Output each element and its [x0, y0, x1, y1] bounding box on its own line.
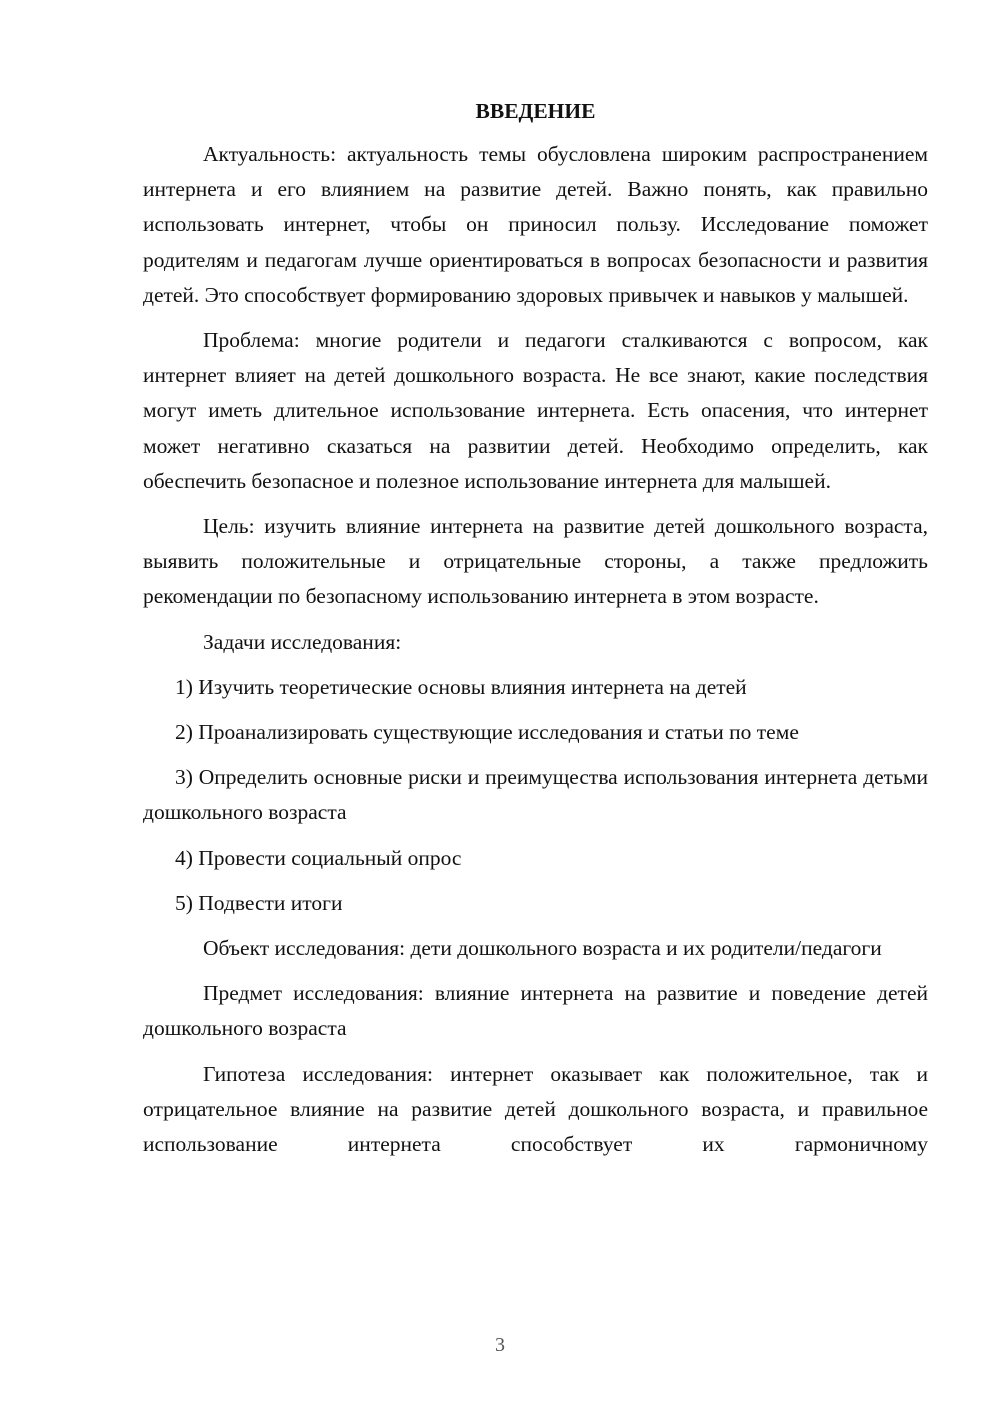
task-item-4: 4) Провести социальный опрос — [175, 845, 462, 870]
section-heading: ВВЕДЕНИЕ — [475, 99, 596, 123]
page-body — [143, 95, 928, 1172]
paragraph-goal: Цель: изучить влияние интернета на развитие детей дошкольного возраста, выявить положительные и отрицательные стороны, а также предложить рекомендации по безопасному использованию интернета в этом возрасте. — [143, 514, 928, 609]
task-item-3: 3) Определить основные риски и преимущества использования интернета детьми дошкольного возраста — [143, 765, 928, 825]
paragraph-tasks-heading: Задачи исследования: — [203, 629, 402, 654]
task-item-1: 1) Изучить теоретические основы влияния интернета на детей — [175, 674, 747, 699]
task-item-2: 2) Проанализировать существующие исследования и статьи по теме — [175, 720, 799, 745]
paragraph-subject: Предмет исследования: влияние интернета на развитие и поведение детей дошкольного возраста — [143, 981, 928, 1041]
task-item-5: 5) Подвести итоги — [175, 890, 343, 915]
paragraph-object: Объект исследования: дети дошкольного возраста и их родители/педагоги — [203, 936, 882, 961]
paragraph-relevance: Актуальность: актуальность темы обусловлена широким распространением интернета и его влиянием на развитие детей. Важно понять, как правильно использовать интернет, чтобы он приносил пользу. Исследование поможет родителям и педагогам лучше ориентироваться в вопросах безопасности и развития детей. Это способствует формированию здоровых привычек и навыков у малышей. — [143, 142, 928, 307]
page-number: 3 — [495, 1334, 505, 1356]
paragraph-problem: Проблема: многие родители и педагоги сталкиваются с вопросом, как интернет влияет на детей дошкольного возраста. Не все знают, какие последствия могут иметь длительное использование интернета. Есть опасения, что интернет может негативно сказаться на развитии детей. Необходимо определить, как обеспечить безопасное и полезное использование интернета для малышей. — [143, 328, 928, 493]
paragraph-hypothesis: Гипотеза исследования: интернет оказывает как положительное, так и отрицательное влияние на развитие детей дошкольного возраста, и правильное использование интернета способствует их гармоничному — [143, 1061, 928, 1157]
